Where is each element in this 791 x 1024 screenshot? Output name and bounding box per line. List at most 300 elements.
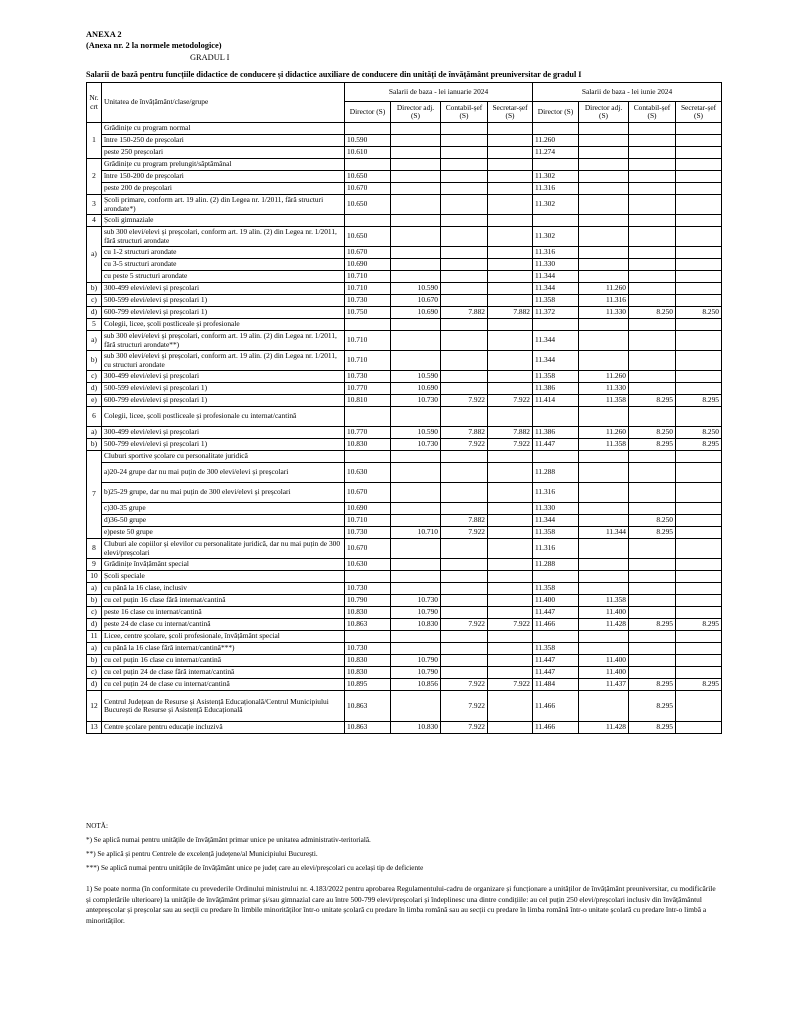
unit-label: cu până la 16 clase fără internat/cantină***) xyxy=(102,643,345,655)
unit-label: 300-499 elevi/elevi și preșcolari xyxy=(102,427,345,439)
salary-cell: 11.400 xyxy=(579,607,629,619)
salary-cell xyxy=(629,483,676,503)
salary-cell: 10.730 xyxy=(345,527,391,539)
row-number: 4 xyxy=(87,215,102,227)
header-director: Director (S) xyxy=(345,102,391,123)
salary-cell xyxy=(391,483,441,503)
footnote: 1) Se poate norma (în conformitate cu prevederile Ordinului ministrului nr. 4.183/2022 pentru aprobarea Regulamentului-cadru de organizare și funcționare a unităților de învățământ preuniversitar, cu modificările și completările ulterioare) la unitățile de învățământ primar și/sau gimnazial care au între 500-799 elevi/preșcolari și îndeplinesc una dintre condițiile: au cel puțin 250 elevi/preșcolari inclusiv din învățământul antepreșcolar și preșcolar sau au secții cu predare în limbile minorităților într-o unitate școlară cu predare în limba română sau au secții cu predare în limba română într-o unitate școlară cu predare într-o limbă a minorităților. xyxy=(86,884,716,925)
salary-cell xyxy=(488,283,533,295)
unit-label: c)30-35 grupe xyxy=(102,503,345,515)
salary-cell xyxy=(441,247,488,259)
unit-label: peste 200 de preșcolari xyxy=(102,183,345,195)
salary-cell xyxy=(391,215,441,227)
table-row xyxy=(87,307,722,319)
salary-cell xyxy=(579,259,629,271)
unit-label: peste 24 de clase cu internat/cantină xyxy=(102,619,345,631)
salary-cell xyxy=(676,147,722,159)
salary-cell: 7.922 xyxy=(488,395,533,407)
salary-cell xyxy=(391,183,441,195)
row-number: 7 xyxy=(87,451,102,539)
salary-cell xyxy=(441,451,488,463)
salary-cell: 11.330 xyxy=(533,503,579,515)
salary-cell xyxy=(391,451,441,463)
salary-cell: 11.344 xyxy=(533,351,579,371)
unit-label: peste 16 clase cu internat/cantină xyxy=(102,607,345,619)
salary-cell xyxy=(441,183,488,195)
salary-cell: 7.882 xyxy=(441,427,488,439)
salary-cell xyxy=(488,667,533,679)
unit-label: Licee, centre școlare, școli profesionale, învățământ special xyxy=(102,631,345,643)
salary-cell xyxy=(488,319,533,331)
salary-cell xyxy=(488,331,533,351)
salary-cell: 11.302 xyxy=(533,227,579,247)
salary-cell: 10.863 xyxy=(345,619,391,631)
salary-cell xyxy=(391,539,441,559)
salary-cell xyxy=(629,135,676,147)
salary-cell xyxy=(629,159,676,171)
unit-label: a)20-24 grupe dar nu mai puțin de 300 elevi/elevi și preșcolari xyxy=(102,463,345,483)
unit-label: sub 300 elevi/elevi și preșcolari, conform art. 19 alin. (2) din Legea nr. 1/2011, fără structuri arondate xyxy=(102,227,345,247)
salary-cell: 10.650 xyxy=(345,227,391,247)
table-row xyxy=(87,319,722,331)
salary-cell xyxy=(488,271,533,283)
salary-cell: 10.730 xyxy=(391,395,441,407)
salary-cell: 8.250 xyxy=(629,515,676,527)
salary-cell xyxy=(441,407,488,427)
salary-cell: 10.790 xyxy=(345,595,391,607)
table-row xyxy=(87,667,722,679)
salary-cell: 10.670 xyxy=(345,183,391,195)
table-row xyxy=(87,171,722,183)
salary-cell xyxy=(345,631,391,643)
salary-cell: 10.710 xyxy=(345,271,391,283)
salary-cell xyxy=(676,259,722,271)
salary-cell: 7.922 xyxy=(441,527,488,539)
unit-label: Școli gimnaziale xyxy=(102,215,345,227)
table-row xyxy=(87,439,722,451)
salary-cell xyxy=(441,171,488,183)
salary-cell xyxy=(676,527,722,539)
unit-label: Centrul Județean de Resurse și Asistență Educațională/Centrul Municipiului București de Resurse și Asistență Educațională xyxy=(102,691,345,722)
salary-cell xyxy=(533,571,579,583)
salary-cell xyxy=(579,319,629,331)
salary-cell xyxy=(579,451,629,463)
salary-cell xyxy=(676,451,722,463)
salary-cell: 10.856 xyxy=(391,679,441,691)
salary-cell xyxy=(533,631,579,643)
salary-cell xyxy=(345,123,391,135)
unit-label: 500-599 elevi/elevi și preșcolari 1) xyxy=(102,295,345,307)
unit-label: Cluburi sportive școlare cu personalitate juridică xyxy=(102,451,345,463)
salary-cell xyxy=(676,407,722,427)
salary-cell xyxy=(441,539,488,559)
salary-cell xyxy=(629,503,676,515)
salary-cell xyxy=(391,691,441,722)
salary-cell xyxy=(488,195,533,215)
salary-cell: 11.288 xyxy=(533,463,579,483)
salary-cell xyxy=(488,655,533,667)
row-number: a) xyxy=(87,427,102,439)
row-number: 12 xyxy=(87,691,102,722)
salary-cell xyxy=(488,691,533,722)
salary-cell: 10.730 xyxy=(345,643,391,655)
table-row xyxy=(87,123,722,135)
salary-cell: 7.922 xyxy=(441,395,488,407)
salary-cell: 10.710 xyxy=(345,515,391,527)
salary-cell xyxy=(676,559,722,571)
note-2: **) Se aplică și pentru Centrele de excelență județene/al Municipiului București. xyxy=(86,850,318,858)
table-row xyxy=(87,559,722,571)
unit-label: Centre școlare pentru educație incluzivă xyxy=(102,722,345,734)
salary-cell: 10.770 xyxy=(345,427,391,439)
unit-label: Școli speciale xyxy=(102,571,345,583)
salary-cell xyxy=(676,631,722,643)
table-row xyxy=(87,295,722,307)
salary-cell: 11.484 xyxy=(533,679,579,691)
salary-cell: 11.260 xyxy=(533,135,579,147)
salary-cell xyxy=(579,559,629,571)
salary-cell xyxy=(579,147,629,159)
salary-cell xyxy=(676,183,722,195)
salary-cell xyxy=(579,331,629,351)
salary-cell: 11.466 xyxy=(533,619,579,631)
salary-cell: 11.428 xyxy=(579,619,629,631)
salary-cell: 10.830 xyxy=(345,439,391,451)
salary-cell xyxy=(488,135,533,147)
salary-cell xyxy=(533,159,579,171)
salary-cell xyxy=(629,607,676,619)
salary-cell: 10.710 xyxy=(345,331,391,351)
salary-cell xyxy=(579,463,629,483)
salary-cell: 11.400 xyxy=(533,595,579,607)
table-row xyxy=(87,383,722,395)
salary-cell xyxy=(488,643,533,655)
salary-cell xyxy=(676,515,722,527)
unit-label: cu peste 5 structuri arondate xyxy=(102,271,345,283)
salary-cell xyxy=(488,147,533,159)
salary-cell xyxy=(391,319,441,331)
salary-cell: 11.447 xyxy=(533,607,579,619)
salary-cell xyxy=(533,123,579,135)
salary-cell: 11.330 xyxy=(579,307,629,319)
salary-cell xyxy=(629,271,676,283)
table-row xyxy=(87,619,722,631)
salary-cell: 10.590 xyxy=(391,427,441,439)
table-row xyxy=(87,259,722,271)
salary-cell xyxy=(533,319,579,331)
salary-cell xyxy=(488,583,533,595)
salary-cell: 10.670 xyxy=(345,483,391,503)
salary-cell: 10.790 xyxy=(391,607,441,619)
salary-cell xyxy=(441,483,488,503)
salary-cell xyxy=(391,147,441,159)
salary-cell xyxy=(391,407,441,427)
salary-cell: 8.250 xyxy=(629,307,676,319)
table-row xyxy=(87,395,722,407)
salary-cell xyxy=(629,331,676,351)
salary-cell: 8.295 xyxy=(629,395,676,407)
salary-cell: 8.295 xyxy=(629,619,676,631)
salary-cell: 7.922 xyxy=(441,439,488,451)
salary-cell xyxy=(676,483,722,503)
table-row xyxy=(87,351,722,371)
note-3: ***) Se aplică numai pentru unitățile de învățământ unice pe județ care au elevi/preșcolari cu același tip de deficiente xyxy=(86,864,424,872)
salary-cell: 8.295 xyxy=(676,679,722,691)
unit-label: 500-599 elevi/elevi și preșcolari 1) xyxy=(102,383,345,395)
salary-cell: 7.882 xyxy=(441,307,488,319)
salary-cell xyxy=(676,227,722,247)
salary-cell xyxy=(345,407,391,427)
salary-cell: 11.358 xyxy=(579,439,629,451)
header-group-jan: Salarii de baza - lei ianuarie 2024 xyxy=(345,83,533,102)
unit-label: d)36-50 grupe xyxy=(102,515,345,527)
salary-cell: 7.922 xyxy=(441,619,488,631)
table-row xyxy=(87,571,722,583)
salary-cell: 10.610 xyxy=(345,147,391,159)
salary-cell xyxy=(579,271,629,283)
salary-cell: 11.428 xyxy=(579,722,629,734)
salary-cell xyxy=(579,183,629,195)
table-row xyxy=(87,539,722,559)
salary-cell xyxy=(488,722,533,734)
header-secretar: Secretar-șef (S) xyxy=(676,102,722,123)
salary-cell xyxy=(488,407,533,427)
salary-cell xyxy=(629,295,676,307)
salary-cell: 10.690 xyxy=(391,383,441,395)
salary-cell xyxy=(629,123,676,135)
salary-cell: 11.400 xyxy=(579,667,629,679)
salary-cell xyxy=(579,135,629,147)
salary-cell xyxy=(579,583,629,595)
salary-cell xyxy=(629,595,676,607)
table-row xyxy=(87,655,722,667)
salary-cell xyxy=(345,451,391,463)
salary-cell: 11.316 xyxy=(533,483,579,503)
row-number: 10 xyxy=(87,571,102,583)
table-row xyxy=(87,135,722,147)
unit-label: sub 300 elevi/elevi și preșcolari, conform art. 19 alin. (2) din Legea nr. 1/2011, cu structuri arondate xyxy=(102,351,345,371)
salary-cell xyxy=(441,631,488,643)
salary-cell xyxy=(441,559,488,571)
header-contabil: Contabil-șef (S) xyxy=(441,102,488,123)
salary-cell xyxy=(629,451,676,463)
salary-cell xyxy=(488,183,533,195)
unit-label: Grădinițe cu program normal xyxy=(102,123,345,135)
unit-label: 600-799 elevi/elevi și preșcolari 1) xyxy=(102,395,345,407)
table-row xyxy=(87,691,722,722)
row-number: 5 xyxy=(87,319,102,331)
salary-cell xyxy=(629,655,676,667)
table-row xyxy=(87,159,722,171)
salary-cell xyxy=(488,559,533,571)
salary-cell xyxy=(488,571,533,583)
salary-cell xyxy=(488,171,533,183)
salary-cell: 11.344 xyxy=(533,271,579,283)
salary-cell xyxy=(488,503,533,515)
salary-cell xyxy=(488,483,533,503)
salary-cell: 11.358 xyxy=(533,643,579,655)
header-director: Director (S) xyxy=(533,102,579,123)
salary-cell xyxy=(676,247,722,259)
row-number: b) xyxy=(87,351,102,371)
salary-cell xyxy=(391,631,441,643)
salary-cell xyxy=(629,643,676,655)
salary-cell: 10.730 xyxy=(345,371,391,383)
salary-cell xyxy=(579,643,629,655)
salary-cell xyxy=(629,171,676,183)
salary-cell: 10.670 xyxy=(391,295,441,307)
salary-cell xyxy=(441,259,488,271)
unit-label: cu cel puțin 24 de clase cu internat/cantină xyxy=(102,679,345,691)
salary-cell: 10.830 xyxy=(391,619,441,631)
salary-cell: 11.260 xyxy=(579,283,629,295)
salary-table xyxy=(86,82,722,734)
salary-cell xyxy=(629,183,676,195)
row-number: 2 xyxy=(87,159,102,195)
salary-cell: 11.447 xyxy=(533,439,579,451)
table-row xyxy=(87,227,722,247)
header-secretar: Secretar-șef (S) xyxy=(488,102,533,123)
salary-cell: 7.882 xyxy=(488,307,533,319)
salary-cell: 10.730 xyxy=(391,439,441,451)
salary-cell: 11.358 xyxy=(533,371,579,383)
salary-cell xyxy=(629,539,676,559)
salary-cell xyxy=(676,571,722,583)
header-unit: Unitatea de învățământ/clase/grupe xyxy=(102,83,345,123)
salary-cell xyxy=(579,227,629,247)
salary-cell xyxy=(441,215,488,227)
salary-cell xyxy=(579,503,629,515)
salary-cell: 10.710 xyxy=(345,351,391,371)
salary-cell: 7.922 xyxy=(441,679,488,691)
salary-cell xyxy=(676,171,722,183)
unit-label: cu cel puțin 16 clase fără internat/cantină xyxy=(102,595,345,607)
notes-label: NOTĂ: xyxy=(86,822,108,830)
salary-cell xyxy=(488,515,533,527)
table-row xyxy=(87,463,722,483)
salary-cell xyxy=(676,667,722,679)
salary-cell: 11.316 xyxy=(579,295,629,307)
salary-cell xyxy=(676,351,722,371)
salary-cell xyxy=(441,583,488,595)
salary-cell: 11.330 xyxy=(533,259,579,271)
table-row xyxy=(87,215,722,227)
unit-label: sub 300 elevi/elevi și preșcolari, conform art. 19 alin. (2) din Legea nr. 1/2011, fără structuri arondate**) xyxy=(102,331,345,351)
salary-cell xyxy=(391,515,441,527)
salary-cell: 8.295 xyxy=(676,619,722,631)
salary-cell xyxy=(629,351,676,371)
salary-cell xyxy=(391,171,441,183)
salary-cell xyxy=(676,503,722,515)
salary-cell xyxy=(488,259,533,271)
salary-cell: 10.590 xyxy=(345,135,391,147)
table-row xyxy=(87,515,722,527)
grade-label: GRADUL I xyxy=(190,53,230,62)
salary-cell: 11.447 xyxy=(533,667,579,679)
salary-cell xyxy=(391,123,441,135)
salary-cell: 8.295 xyxy=(629,439,676,451)
salary-cell: 10.730 xyxy=(345,295,391,307)
salary-cell xyxy=(488,351,533,371)
salary-cell xyxy=(676,123,722,135)
salary-cell: 11.386 xyxy=(533,427,579,439)
unit-label: Cluburi ale copiilor și elevilor cu personalitate juridică, dar nu mai puțin de 300 elevi/preșcolari xyxy=(102,539,345,559)
salary-cell xyxy=(676,539,722,559)
salary-cell: 8.250 xyxy=(676,307,722,319)
salary-cell xyxy=(441,607,488,619)
salary-cell xyxy=(629,371,676,383)
salary-cell xyxy=(629,583,676,595)
unit-label: 300-499 elevi/elevi și preșcolari xyxy=(102,283,345,295)
salary-cell: 8.250 xyxy=(629,427,676,439)
salary-cell: 10.830 xyxy=(345,655,391,667)
unit-label: 600-799 elevi/elevi și preșcolari 1) xyxy=(102,307,345,319)
salary-cell xyxy=(345,319,391,331)
salary-cell xyxy=(629,247,676,259)
salary-cell xyxy=(676,295,722,307)
salary-cell xyxy=(488,123,533,135)
salary-cell: 10.690 xyxy=(391,307,441,319)
salary-cell xyxy=(441,283,488,295)
salary-cell xyxy=(533,451,579,463)
row-number: c) xyxy=(87,667,102,679)
salary-cell: 10.650 xyxy=(345,195,391,215)
salary-cell: 10.730 xyxy=(345,583,391,595)
salary-cell: 8.295 xyxy=(676,439,722,451)
salary-cell xyxy=(629,283,676,295)
salary-cell xyxy=(441,371,488,383)
salary-cell xyxy=(441,195,488,215)
salary-cell xyxy=(629,667,676,679)
salary-cell: 7.922 xyxy=(488,439,533,451)
salary-cell xyxy=(676,159,722,171)
row-number: b) xyxy=(87,283,102,295)
unit-label: peste 250 preșcolari xyxy=(102,147,345,159)
salary-cell: 10.750 xyxy=(345,307,391,319)
salary-cell xyxy=(441,503,488,515)
salary-cell xyxy=(579,351,629,371)
salary-cell: 7.922 xyxy=(488,679,533,691)
row-number: 8 xyxy=(87,539,102,559)
table-row xyxy=(87,427,722,439)
salary-cell xyxy=(488,631,533,643)
salary-cell: 8.295 xyxy=(629,722,676,734)
salary-cell xyxy=(629,215,676,227)
salary-cell: 10.590 xyxy=(391,283,441,295)
salary-cell xyxy=(579,571,629,583)
salary-cell xyxy=(579,195,629,215)
salary-cell: 11.447 xyxy=(533,655,579,667)
salary-cell xyxy=(391,559,441,571)
unit-label: între 150-250 de preșcolari xyxy=(102,135,345,147)
unit-label: Grădinițe cu program prelungit/săptămânal xyxy=(102,159,345,171)
unit-label: cu cel puțin 16 clase cu internat/cantină xyxy=(102,655,345,667)
salary-cell xyxy=(488,371,533,383)
salary-cell: 11.316 xyxy=(533,183,579,195)
salary-cell xyxy=(441,319,488,331)
salary-cell xyxy=(391,643,441,655)
header-director-adj: Director adj. (S) xyxy=(579,102,629,123)
unit-label: 500-799 elevi/elevi și preșcolari 1) xyxy=(102,439,345,451)
row-number: c) xyxy=(87,607,102,619)
unit-label: cu până la 16 clase, inclusiv xyxy=(102,583,345,595)
row-number: 3 xyxy=(87,195,102,215)
table-row xyxy=(87,331,722,351)
row-number: 13 xyxy=(87,722,102,734)
salary-cell: 10.830 xyxy=(345,607,391,619)
salary-cell xyxy=(441,643,488,655)
unit-label: cu cel puțin 24 de clase fără internat/cantină xyxy=(102,667,345,679)
